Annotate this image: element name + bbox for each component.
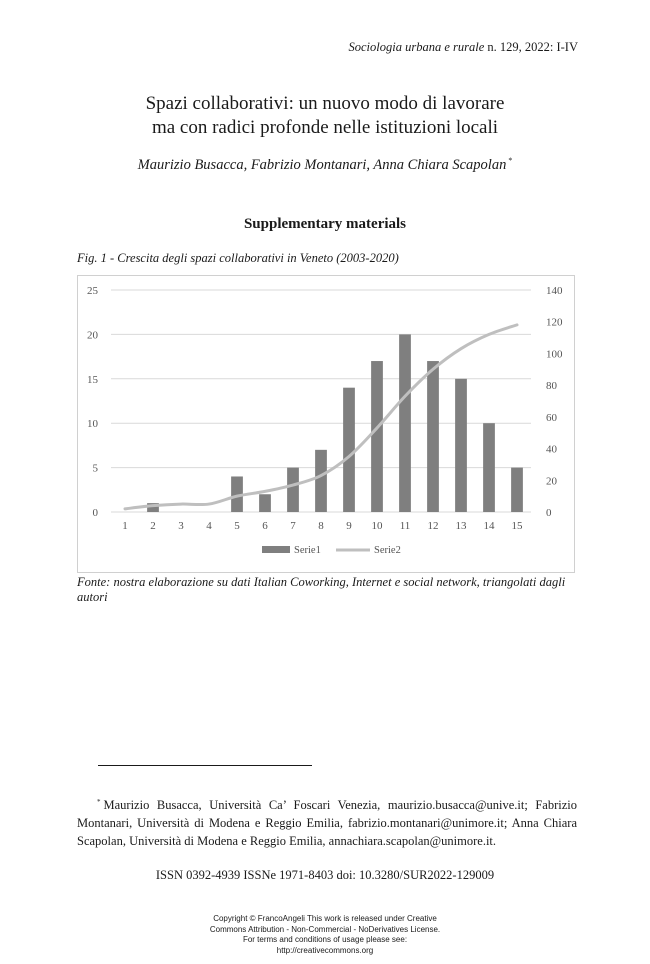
author-names: Maurizio Busacca, Fabrizio Montanari, Anna Chiara Scapolan [137, 156, 507, 173]
x-tick-label: 2 [150, 520, 156, 532]
journal-issue: n. 129, 2022: I-IV [487, 40, 578, 54]
bar [427, 361, 439, 512]
copyright-line-2: Commons Attribution - Non-Commercial - NoDerivatives License. [209, 924, 441, 934]
y-right-tick-label: 40 [546, 443, 557, 456]
y-right-tick-label: 80 [546, 380, 557, 393]
figure-caption-text: Crescita degli spazi collaborativi in Veneto (2003-2020) [117, 251, 399, 265]
x-tick-label: 5 [234, 520, 240, 532]
chart-frame [77, 275, 575, 573]
title-line-1: Spazi collaborativi: un nuovo modo di lavorare [145, 93, 505, 114]
copyright-line-3: For terms and conditions of usage please see: [242, 935, 408, 944]
title-line-2: ma con radici profonde nelle istituzioni locali [151, 117, 499, 138]
bar [511, 468, 523, 512]
bar [371, 361, 383, 512]
legend-swatch-bar [262, 546, 290, 553]
growth-chart [78, 276, 574, 572]
footnote-divider [98, 765, 312, 766]
x-tick-label: 9 [346, 520, 352, 532]
y-right-tick-label: 140 [546, 285, 563, 297]
figure-label: Fig. 1 [77, 251, 107, 265]
x-tick-label: 4 [206, 520, 212, 532]
x-tick-label: 11 [399, 520, 411, 532]
author-footnote-mark: * [508, 156, 513, 165]
bar [343, 388, 355, 512]
footnote-text: Maurizio Busacca, Università Ca’ Foscari Venezia, maurizio.busacca@unive.it; Fabrizio Montanari, Università di Modena e Reggio Emilia, fabrizio.montanari@unimore.it; Anna Chiara Scapolan, Università di Modena e Reggio Emilia, annachiara.scapolan@unimore.it. [77, 798, 577, 849]
x-tick-label: 14 [483, 520, 495, 532]
author-list [0, 156, 650, 174]
journal-name: Sociologia urbana e rurale [348, 40, 485, 54]
section-heading: Supplementary materials [243, 216, 407, 232]
y-right-tick-label: 60 [546, 411, 557, 424]
y-left-tick-label: 20 [87, 329, 98, 342]
legend-label: Serie1 [294, 545, 321, 556]
bar [399, 334, 411, 512]
y-right-tick-label: 120 [546, 316, 563, 329]
bar [287, 468, 299, 512]
copyright-notice [0, 914, 650, 956]
bar [315, 450, 327, 512]
bar [455, 379, 467, 512]
x-tick-label: 1 [122, 520, 128, 532]
x-tick-label: 7 [290, 520, 296, 532]
author-footnote [77, 793, 577, 850]
x-tick-label: 3 [178, 520, 184, 532]
y-right-tick-label: 0 [546, 507, 552, 519]
y-right-tick-label: 100 [546, 348, 563, 361]
bar [483, 423, 495, 512]
y-right-tick-label: 20 [546, 475, 557, 488]
x-tick-label: 12 [427, 520, 439, 532]
journal-header [348, 40, 578, 55]
copyright-line-4: http://creativecommons.org [276, 945, 374, 955]
footnote-mark: * [97, 798, 101, 806]
legend-label: Serie2 [374, 545, 401, 556]
x-tick-label: 10 [371, 520, 383, 532]
x-tick-label: 8 [318, 520, 324, 532]
y-left-tick-label: 10 [87, 418, 98, 431]
copyright-line-1: Copyright © FrancoAngeli This work is released under Creative [213, 914, 437, 923]
y-left-tick-label: 15 [87, 373, 98, 386]
x-tick-label: 13 [455, 520, 467, 532]
issn-doi-line: ISSN 0392-4939 ISSNe 1971-8403 doi: 10.3280/SUR2022-129009 [155, 868, 495, 882]
x-tick-label: 15 [511, 520, 523, 532]
article-title [0, 92, 650, 140]
bar [259, 494, 271, 512]
y-left-tick-label: 0 [92, 507, 98, 519]
figure-source: Fonte: nostra elaborazione su dati Italian Coworking, Internet e social network, triangolati dagli autori [77, 575, 566, 604]
figure-caption: Fig. 1 - Crescita degli spazi collaborativi in Veneto (2003-2020) [77, 251, 399, 265]
x-tick-label: 6 [262, 520, 268, 532]
y-left-tick-label: 25 [87, 285, 98, 297]
y-left-tick-label: 5 [92, 462, 98, 475]
